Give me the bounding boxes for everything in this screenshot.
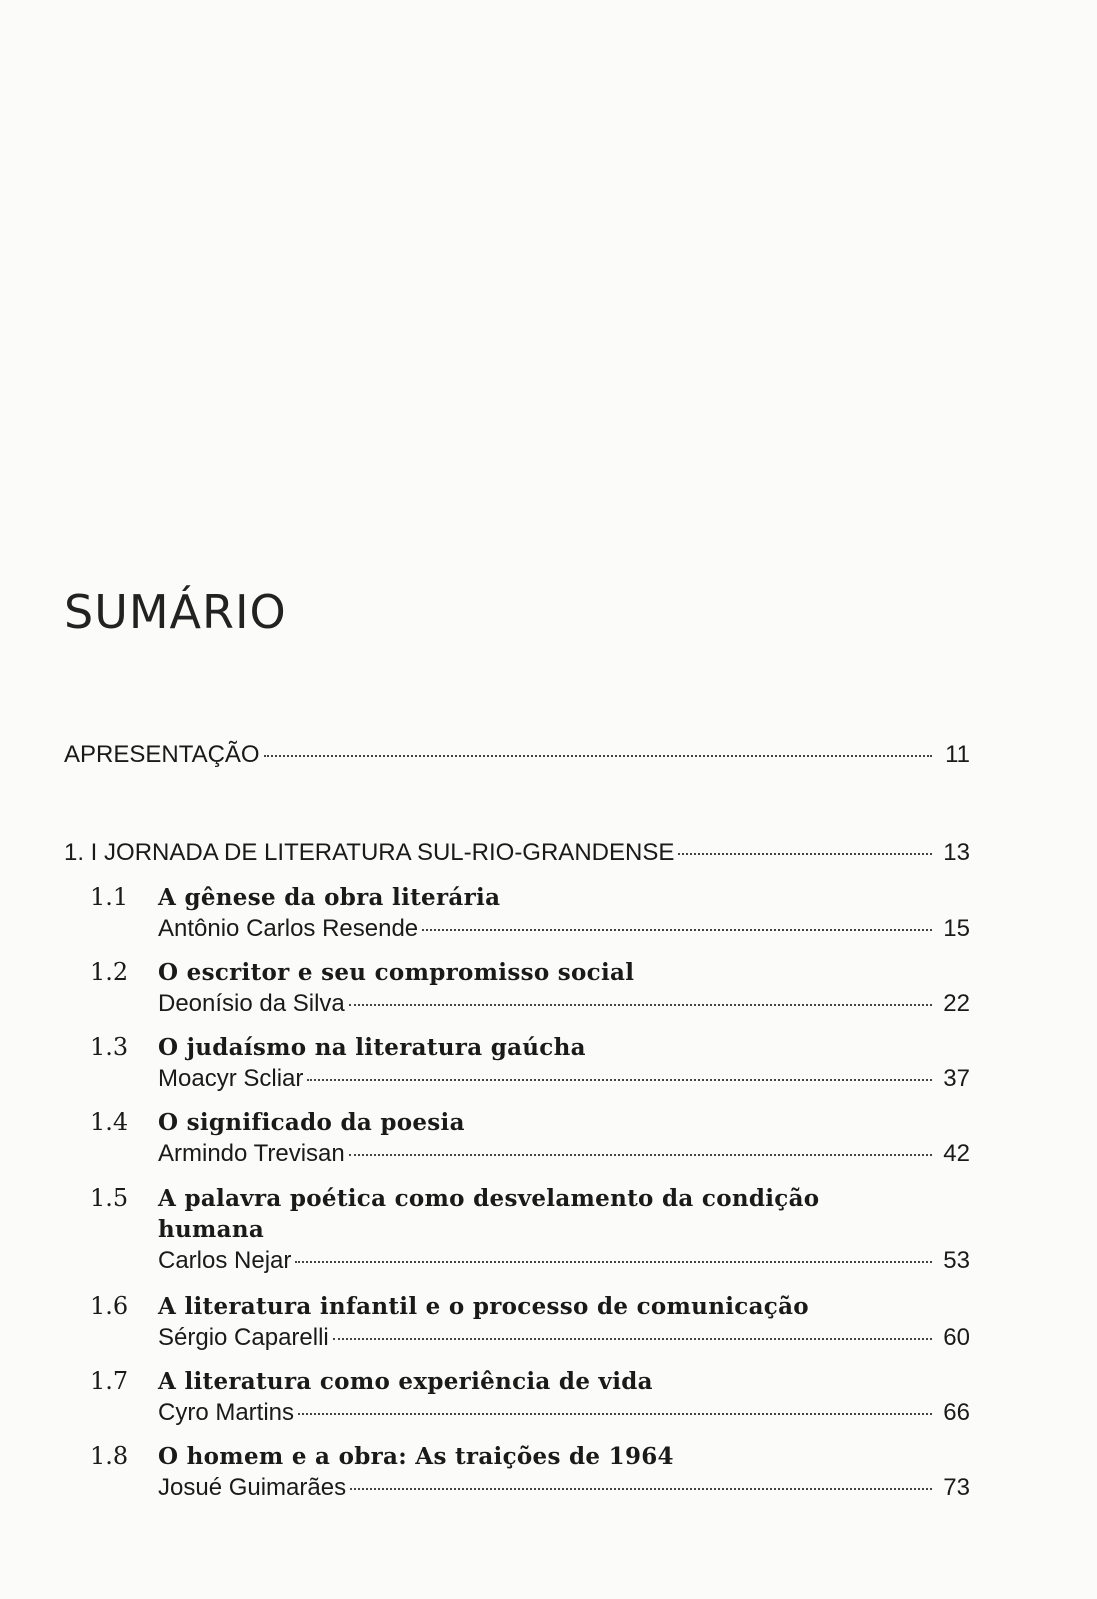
toc-entry[interactable]: [90, 957, 970, 1019]
entry-author: Sérgio Caparelli: [158, 1324, 329, 1351]
dot-leader: [333, 1338, 932, 1340]
entry-author: Josué Guimarães: [158, 1474, 347, 1501]
toc-apresentacao[interactable]: [64, 740, 970, 770]
entry-page: 42: [943, 1140, 970, 1167]
entry-page: 53: [943, 1247, 970, 1274]
toc-entry[interactable]: [90, 1032, 970, 1094]
entry-author: Cyro Martins: [158, 1399, 295, 1426]
toc-section-1[interactable]: [64, 838, 970, 868]
page-title: SUMÁRIO: [64, 585, 287, 639]
toc-section-page: 13: [943, 839, 970, 866]
toc-entry[interactable]: [90, 1107, 970, 1169]
dot-leader: [349, 1154, 932, 1156]
entry-title: O escritor e seu compromisso social: [158, 959, 635, 986]
entry-author-line: [158, 1472, 970, 1503]
entry-author-line: [158, 1322, 970, 1353]
entry-title: O homem e a obra: As traições de 1964: [158, 1443, 674, 1470]
entry-page: 37: [943, 1065, 970, 1092]
entry-author-line: [158, 1245, 970, 1276]
entry-author: Armindo Trevisan: [158, 1140, 345, 1167]
dot-leader: [295, 1261, 932, 1263]
entry-title: O significado da poesia: [158, 1109, 465, 1136]
entry-title: A literatura como experiência de vida: [158, 1368, 653, 1395]
entry-author-line: [158, 1397, 970, 1428]
dot-leader: [678, 853, 932, 855]
entry-number: 1.3: [90, 1033, 129, 1061]
entry-author: Deonísio da Silva: [158, 990, 345, 1017]
entry-page: 15: [943, 915, 970, 942]
dot-leader: [422, 929, 932, 931]
toc-entry[interactable]: [90, 1291, 970, 1353]
entry-author-line: [158, 913, 970, 944]
dot-leader: [298, 1413, 932, 1415]
entry-author: Antônio Carlos Resende: [158, 915, 419, 942]
entry-title: A gênese da obra literária: [158, 884, 501, 911]
entry-author: Moacyr Scliar: [158, 1065, 304, 1092]
toc-entry[interactable]: [90, 882, 970, 944]
toc-entry[interactable]: [90, 1183, 970, 1276]
entry-number: 1.1: [90, 883, 129, 911]
entry-title: O judaísmo na literatura gaúcha: [158, 1034, 586, 1061]
entry-number: 1.4: [90, 1108, 129, 1136]
dot-leader: [307, 1079, 932, 1081]
toc-entry[interactable]: [90, 1441, 970, 1503]
entry-author-line: [158, 1138, 970, 1169]
entry-author: Carlos Nejar: [158, 1247, 292, 1274]
entry-page: 60: [943, 1324, 970, 1351]
entry-title: A literatura infantil e o processo de comunicação: [158, 1293, 809, 1320]
toc-apresentacao-label: APRESENTAÇÃO: [64, 741, 260, 768]
toc-apresentacao-page: 11: [945, 741, 970, 768]
entry-title: A palavra poética como desvelamento da condição humana: [158, 1185, 820, 1243]
entry-author-line: [158, 1063, 970, 1094]
dot-leader: [264, 755, 932, 757]
toc-entry[interactable]: [90, 1366, 970, 1428]
entry-number: 1.7: [90, 1367, 129, 1395]
entry-number: 1.6: [90, 1292, 129, 1320]
entry-page: 73: [943, 1474, 970, 1501]
entry-number: 1.2: [90, 958, 129, 986]
dot-leader: [349, 1004, 932, 1006]
entry-number: 1.8: [90, 1442, 129, 1470]
entry-page: 22: [943, 990, 970, 1017]
entry-author-line: [158, 988, 970, 1019]
entry-page: 66: [943, 1399, 970, 1426]
dot-leader: [350, 1488, 932, 1490]
toc-section-label: 1. I JORNADA DE LITERATURA SUL-RIO-GRANDENSE: [64, 839, 675, 866]
entry-number: 1.5: [90, 1184, 129, 1212]
